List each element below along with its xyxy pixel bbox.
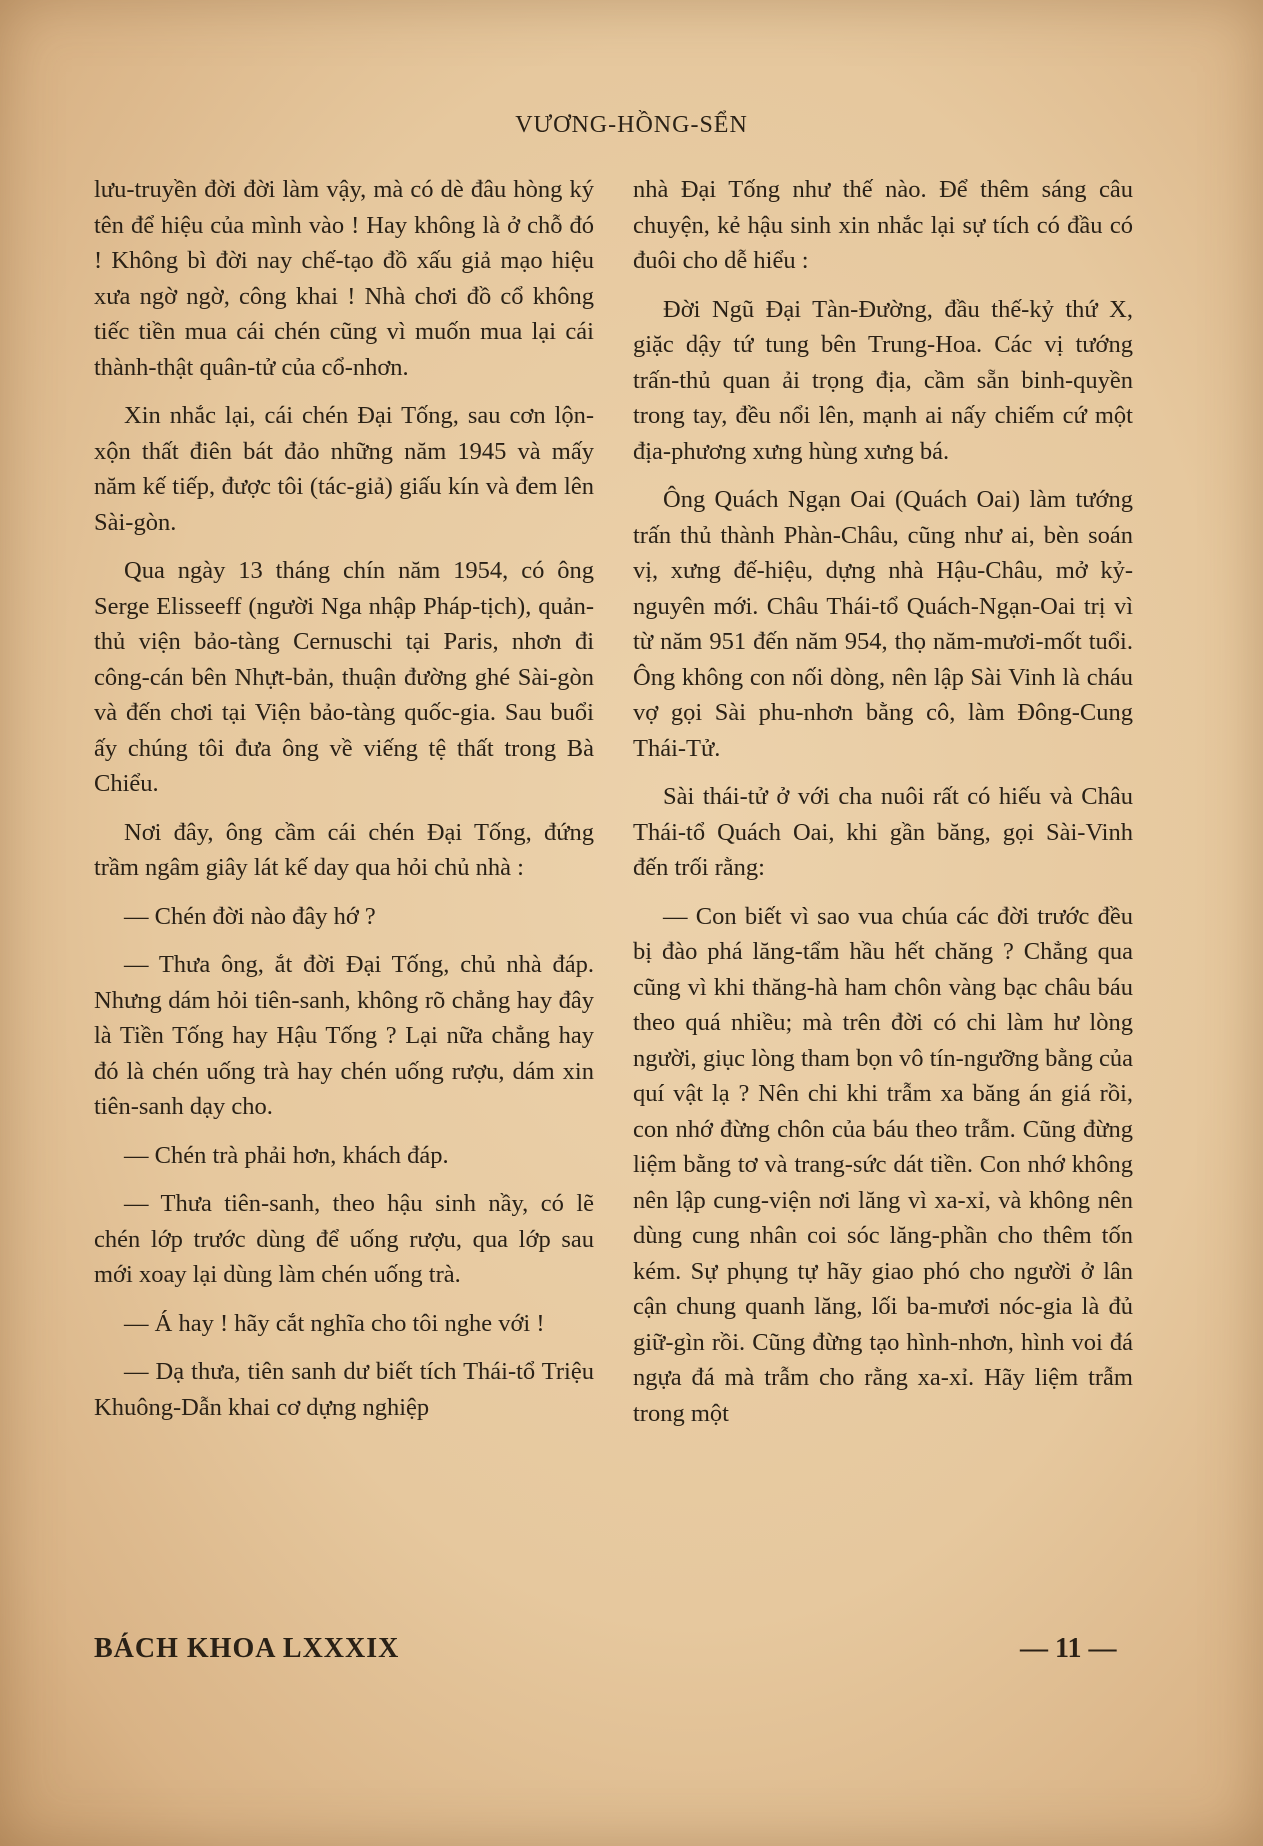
running-header: VƯƠNG-HỒNG-SỂN <box>515 112 748 138</box>
magazine-issue: BÁCH KHOA LXXXIX <box>94 1633 400 1664</box>
paragraph: — Chén đời nào đây hớ ? <box>124 902 376 930</box>
paragraph: — Thưa tiên-sanh, theo hậu sinh nầy, có lẽ chén lớp trước dùng để uống rượu, qua lớp sau mới xoay lại dùng làm chén uống trà. <box>94 1190 594 1288</box>
paragraph: Ông Quách Ngạn Oai (Quách Oai) làm tướng trấn thủ thành Phàn-Châu, cũng như ai, bèn soán vị, xưng đế-hiệu, dựng nhà Hậu-Châu, mở kỷ-nguyên mới. Châu Thái-tổ Quách-Ngạn-Oai trị vì từ năm 951 đến năm 954, thọ năm-mươi-mốt tuổi. Ông không con nối dòng, nên lập Sài Vinh là cháu vợ gọi Sài phu-nhơn bằng cô, làm Đông-Cung Thái-Tử. <box>633 486 1133 762</box>
paragraph: — Thưa ông, ắt đời Đại Tống, chủ nhà đáp. Nhưng dám hỏi tiên-sanh, không rõ chẳng hay đây là Tiền Tống hay Hậu Tống ? Lại nữa chẳng hay đó là chén uống trà hay chén uống rượu, dám xin tiên-sanh dạy cho. <box>94 951 594 1120</box>
paragraph: Đời Ngũ Đại Tàn-Đường, đầu thế-kỷ thứ X, giặc dậy tứ tung bên Trung-Hoa. Các vị tướng trấn-thủ quan ải trọng địa, cầm sẵn binh-quyền trong tay, đều nổi lên, mạnh ai nấy chiếm cứ một địa-phương xưng hùng xưng bá. <box>633 295 1133 465</box>
paragraph: lưu-truyền đời đời làm vậy, mà có dè đâu hòng ký tên để hiệu của mình vào ! Hay không là ở chỗ đó ! Không bì đời nay chế-tạo đồ xấu giả mạo hiệu xưa ngờ ngờ, công khai ! Nhà chơi đồ cổ không tiếc tiền mua cái chén cũng vì muốn mua lại cái thành-thật quân-tử của cổ-nhơn. <box>94 176 594 381</box>
paragraph: — Dạ thưa, tiên sanh dư biết tích Thái-tổ Triệu Khuông-Dẫn khai cơ dựng nghiệp <box>94 1358 594 1421</box>
paragraph: — Á hay ! hãy cắt nghĩa cho tôi nghe với ! <box>124 1309 545 1337</box>
page-number: — 11 — <box>1020 1633 1117 1664</box>
paragraph: Xin nhắc lại, cái chén Đại Tống, sau cơn lộn-xộn thất điên bát đảo những năm 1945 và mấy năm kế tiếp, được tôi (tác-giả) giấu kín và đem lên Sài-gòn. <box>94 402 594 536</box>
right-column <box>633 172 1133 1444</box>
paragraph: nhà Đại Tống như thế nào. Để thêm sáng câu chuyện, kẻ hậu sinh xin nhắc lại sự tích có đầu có đuôi cho dễ hiểu : <box>633 176 1133 274</box>
paragraph: Sài thái-tử ở với cha nuôi rất có hiếu và Châu Thái-tổ Quách Oai, khi gần băng, gọi Sài-Vinh đến trối rằng: <box>633 783 1133 881</box>
left-column <box>94 172 594 1438</box>
paragraph: — Con biết vì sao vua chúa các đời trước đều bị đào phá lăng-tẩm hầu hết chăng ? Chẳng qua cũng vì khi thăng-hà ham chôn vàng bạc châu báu theo quá nhiều; mà trên đời có chi làm hư lòng người, giục lòng tham bọn vô tín-ngưỡng bằng của quí vật lạ ? Nên chi khi trẫm xa băng án giá rồi, con nhớ đừng chôn của báu theo trẫm. Cũng đừng liệm bằng tơ và trang-sức dát tiền. Con nhớ không nên lập cung-viện nơi lăng vì xa-xỉ, và không nên dùng cung nhân coi sóc lăng-phần cho thêm tốn kém. Sự phụng tự hãy giao phó cho người ở lân cận chung quanh lăng, lối ba-mươi nóc-gia là đủ giữ-gìn rồi. Cũng đừng tạo hình-nhơn, hình voi đá ngựa đá mà trẫm cho rằng xa-xỉ. Hãy liệm trẫm trong một <box>633 902 1133 1427</box>
paragraph: — Chén trà phải hơn, khách đáp. <box>124 1141 449 1169</box>
paragraph: Qua ngày 13 tháng chín năm 1954, có ông Serge Elisseeff (người Nga nhập Pháp-tịch), quản-thủ viện bảo-tàng Cernuschi tại Paris, nhơn đi công-cán bên Nhựt-bản, thuận đường ghé Sài-gòn và đến chơi tại Viện bảo-tàng quốc-gia. Sau buổi ấy chúng tôi đưa ông về viếng tệ thất trong Bà Chiểu. <box>94 557 594 797</box>
paragraph: Nơi đây, ông cầm cái chén Đại Tống, đứng trầm ngâm giây lát kế day qua hỏi chủ nhà : <box>94 818 594 881</box>
